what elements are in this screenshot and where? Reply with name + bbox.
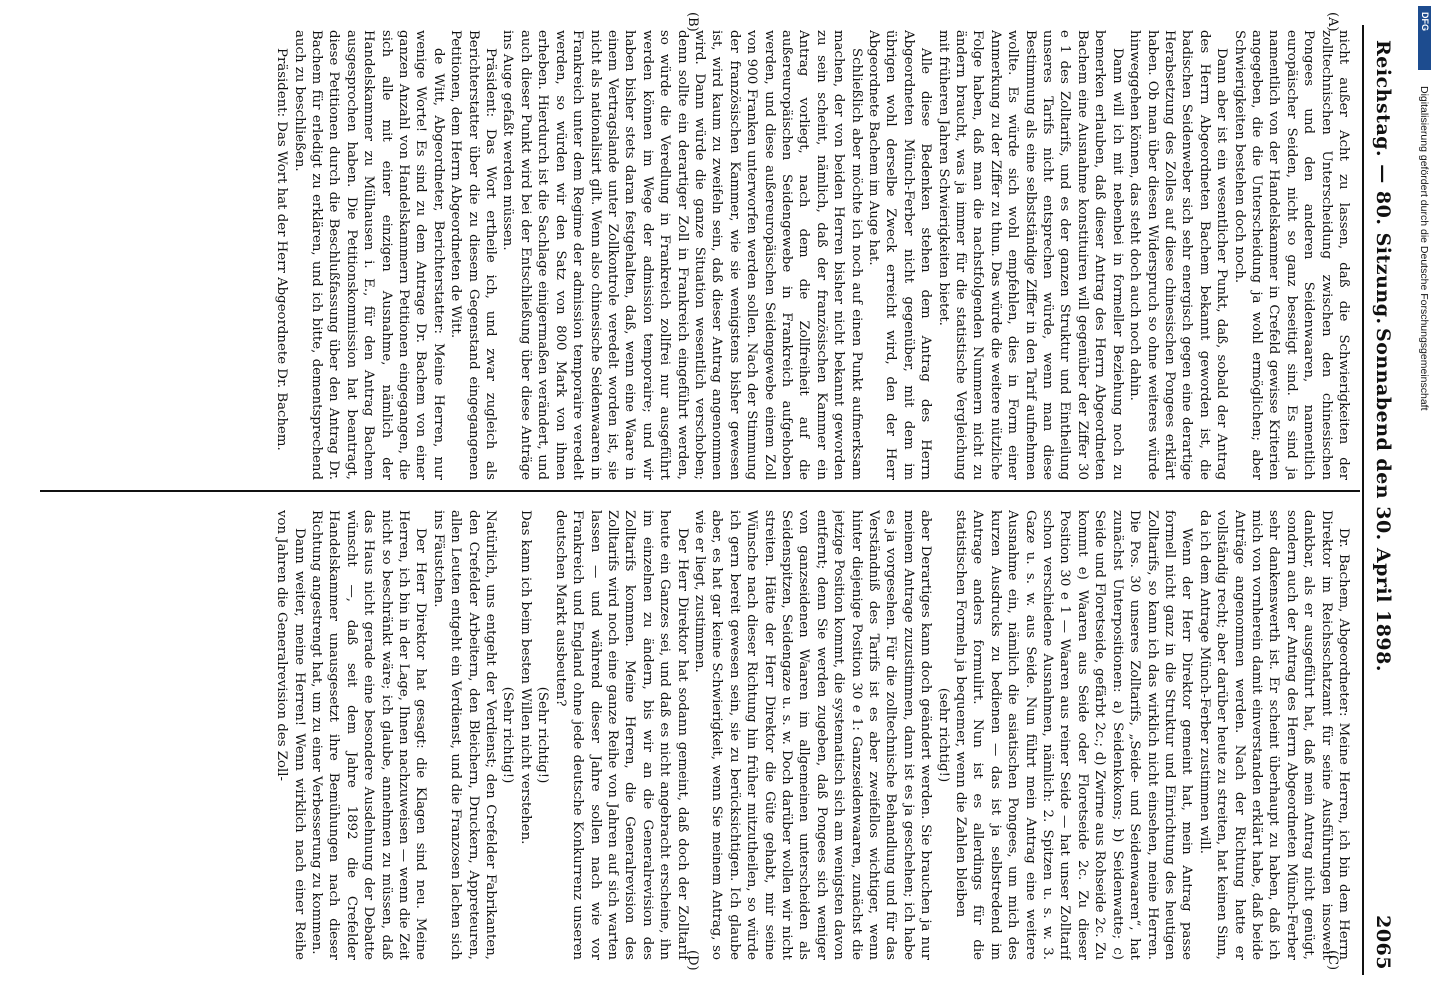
paragraph: Der Herr Direktor hat gesagt: die Klagen sind neu. Meine Herren, ich bin in der Lage, Ihnen nachzuweisen — wenn die Zeit nicht so beschränkt wäre; ich glaube, annehmen zu müssen, daß das Haus nicht gerade eine besondere Ausdehnung der Debatte wünscht —, daß seit dem Jahre 1892 die Crefelder Handelskammer unausgesetzt ihre Bemühungen nach dieser Richtung angestrengt hat, um zu einer Verbesserung zu kommen. (309, 510, 429, 960)
paragraph: de Witt, Abgeordneter, Berichterstatter: Meine Herren, nur wenige Worte! Es sind zu dem Antrage Dr. Bachem von einer ganzen Anzahl von Handelskammern Petitionen eingegangen, die sich alle mit einer einzigen Ausnahme, nämlich der Handelskammer zu Mülhausen i. E., für den Antrag Bachem ausgesprochen haben. Die Petitionskommission hat beantragt, diese Petitionen durch die Beschlußfassung über den Antrag Dr. Bachem für erledigt zu erklären, und ich bitte, dementsprechend auch zu beschließen. (291, 30, 446, 480)
paragraph: Präsident: Das Wort hat der Herr Abgeordnete Dr. Bachem. (274, 48, 290, 451)
margin-marker-a: (A) (1325, 12, 1340, 32)
margin-marker-c: (C) (1325, 950, 1340, 971)
header-left: Reichstag. — 80. Sitzung. (1372, 40, 1394, 325)
right-column (52, 510, 1352, 960)
column-separator (40, 490, 1360, 492)
header-rule (1362, 25, 1364, 975)
margin-marker-d: (D) (685, 950, 700, 971)
paragraph: Dann weiter, meine Herren! Wenn wirklich nach einer Reihe von Jahren die Generalrevision des Zoll- (274, 510, 307, 960)
paragraph: Alle diese Bedenken stehen dem Antrag des Herrn Abgeordneten Münch-Ferber nicht gegenüber, mit dem im übrigen wohl derselbe Zweck erreicht wird, den der Herr Abgeordnete Bachem im Auge hat. (866, 30, 934, 480)
paragraph: Präsident: Das Wort ertheile ich, und zwar zugleich als Berichterstatter über die zu diesem Gegenstand eingegangenen Petitionen, dem Herrn Abgeordneten de Witt. (448, 30, 499, 480)
header-center: Sonnabend den 30. April 1898. (1372, 328, 1394, 672)
interjection: (Sehr richtig!) (535, 686, 551, 784)
paragraph: Schließlich aber möchte ich noch auf einen Punkt aufmerksam machen, der von beiden Herren bisher nicht bekannt geworden zu sein scheint, nämlich, daß der französischen Kammer ein Antrag vorliegt, nach dem die Zollfreiheit auf die außereuropäischen Seidengewebe in Frankreich aufgehoben werden, und diese außereuropäischen Seidengewebe einem Zoll von 900 Franken unterworfen werden sollen. Nach der Stimmung der französischen Kammer, wie sie wenigstens bisher gewesen ist, wird kaum zu zweifeln sein, daß dieser Antrag angenommen wird. Dann würde die ganze Situation wesentlich verschoben; denn sollte ein derartiger Zoll in Frankreich eingeführt werden, so würde die Veredlung in Frankreich zollfrei nur ausgeführt werden können im Wege der admission temporaire; und wir haben bisher stets daran festgehalten, daß, wenn eine Waare in einem Vertragslande unter Zollkontrole veredelt worden ist, sie nicht als nationalisirt gilt. Wenn also chinesische Seidenwaaren in Frankreich unter dem Regime der admission temporaire veredelt werden, so würden wir den Satz von 800 Mark von ihnen erheben. Hierdurch ist die Sachlage einigermaßen verändert, und auch dieser Punkt wird bei der Entschließung über diese Anträge ins Auge gefaßt werden müssen. (500, 30, 864, 480)
paragraph: Wenn der Herr Direktor gemeint hat, mein Antrag passe formell nicht ganz in die Struktur und Einrichtung des heutigen Zolltarifs, so kann ich das wirklich nicht einsehen, meine Herren. Die Pos. 30 unseres Zolltarifs, „Seide- und Seidenwaaren“, hat zunächst Unterpositionen: a) Seidenkokons; b) Seidenwatte; c) Seide und Floretseide, gefärbt 2c.; d) Zwirne aus Rohseide 2c. Zu kommt e) Waaren aus Seide oder Floretseide 2c. Zu dieser Position 30 e 1 — Waaren aus reiner Seide — hat unser Zolltarif schon verschiedene Ausnahmen, nämlich: 2. Spitzen u. s. w. 3. Gaze u. s. w. aus Seide. Nun führt mein Antrag eine weitere Ausnahme ein, nämlich die asiatischen Pongees, um mich des kurzen Ausdrucks zu bedienen — das ist ja selbstredend im Antrage anders formulirt. Nun ist es allerdings für die statistischen Formeln ja bequemer, wenn die Zahlen bleiben (953, 510, 1195, 960)
page-header (1366, 20, 1400, 980)
paragraph: Dann aber ist ein wesentlicher Punkt, daß, sobald der Antrag des Herrn Abgeordneten Bachem bekannt geworden ist, die badischen Seidenweber sich sehr energisch gegen eine derartige Herabsetzung des Zolles auf diese chinesischen Pongees erklärt haben. Ob man über diesen Widerspruch so ohne weiteres würde hinweggehen können, das steht doch auch noch dahin. (1127, 30, 1230, 480)
left-column (52, 30, 1352, 480)
paragraph: nicht außer Acht zu lassen, daß die Schwierigkeiten der zolltechnischen Unterscheidung zwischen den chinesischen Pongees und den anderen Seidenwaaren, namentlich europäischer Seiden, nicht so ganz beseitigt sind. Es sind ja namentlich von der Handelskammer in Crefeld gewisse Kriterien angegeben, die die Unterscheidung ja wohl ermöglichen; aber Schwierigkeiten bestehen doch noch. (1231, 30, 1351, 480)
digitization-sidebar (1418, 6, 1432, 996)
funding-note: Digitalisierung gefördert durch die Deutsche Forschungsgemeinschaft (1418, 86, 1430, 411)
rotated-document (20, 12, 1400, 980)
paragraph: Der Herr Direktor hat sodann gemeint, daß doch der Zolltarif heute ein Ganzes sei, und daß es nicht angebracht erscheine, ihn im einzelnen zu ändern, bis wir an die Generalrevision des Zolltarifs kommen. Meine Herren, die Generalrevision des Zolltarifs wird noch eine ganze Reihe von Jahren auf sich warten lassen — und während dieser Jahre sollen nach wie vor Frankreich und England ohne jede deutsche Konkurrenz unseren deutschen Markt ausbeuten? (552, 510, 690, 960)
page-number: 2065 (1372, 915, 1394, 970)
margin-marker-b: (B) (685, 12, 700, 32)
paragraph: Natürlich, uns entgeht der Verdienst; den Crefelder Fabrikanten, den Crefelder Arbeitern, den Bleichern, Druckern, Appreteuren, allen Leuten entgeht ein Verdienst, und die Franzosen lachen sich ins Fäustchen. (430, 510, 499, 960)
paragraph: Dr. Bachem, Abgeordneter: Meine Herren, ich bin dem Herrn Direktor im Reichsschatzamt für seine Ausführungen insoweit dankbar, als er ausgeführt hat, daß mein Antrag nicht genügt, sondern auch der Antrag des Herrn Abgeordneten Münch-Ferber sehr dankenswerth ist. Er scheint überhaupt zu haben, daß ich mich von vornherein damit einverstanden erklärt habe, daß beide Anträge angenommen werden. Nach der Richtung hatte er vollständig recht; aber darüber heute zu streiten, hat keinen Sinn, da ich dem Antrage Münch-Ferber zustimmen will. (1196, 510, 1351, 960)
paragraph: aber Derartiges kann doch geändert werden. Sie brauchen ja nur meinem Antrage zuzustimmen, dann ist es ja geschehen; ich habe es ja vorgesehen. Für die zolltechnische Behandlung und für das Verständniß des Tarifs ist es aber zweifellos wichtiger, wenn hinter diejenige Position 30 e 1: Ganzseidenwaaren, zunächst die jetzige Position kommt, die systematisch sich am wenigsten davon entfernt; denn Sie werden zugeben, daß Pongees sich weniger von ganzseidenen Waaren im allgemeinen unterscheiden als Seidenspitzen, Seidengaze u. s. w. Doch darüber wollen wir nicht streiten. Hätte der Herr Direktor die Güte gehabt, mir seine Wünsche nach dieser Richtung hin früher mitzutheilen, so würde ich gern bereit gewesen sein, sie zu berücksichtigen. Ich glaube aber, es hat gar keine Schwierigkeit, wenn Sie meinem Antrag, so wie er liegt, zustimmen. (691, 510, 934, 960)
dfg-logo: DFG (1418, 6, 1431, 70)
paragraph: Dann will ich mit nebenbei in formeller Beziehung noch zu bemerken erlauben, daß dieser Antrag des Herrn Abgeordneten Bachem eine Ausnahme konstituiren will gegenüber der Ziffer 30 e 1 des Zolltarifs, und es der ganzen Struktur und Eintheilung unseres Tarifs nicht entsprechen würde, wenn man diese Bestimmung als eine selbstständige Ziffer in den Tarif aufnehmen wollte. Es würde sich wohl empfehlen, dies in Form einer Anmerkung zu der Ziffer zu thun. Das würde die weitere nützliche Folge haben, daß man die nachstfolgenden Nummern nicht zu ändern braucht, was ja immer für die statistische Vergleichung mit früheren Jahren Schwierigkeiten bietet. (935, 30, 1125, 480)
interjection: (Sehr richtig!) (500, 686, 516, 784)
paragraph: Das kann ich beim besten Willen nicht verstehen. (517, 510, 533, 845)
interjection: (sehr richtig!) (935, 687, 951, 783)
